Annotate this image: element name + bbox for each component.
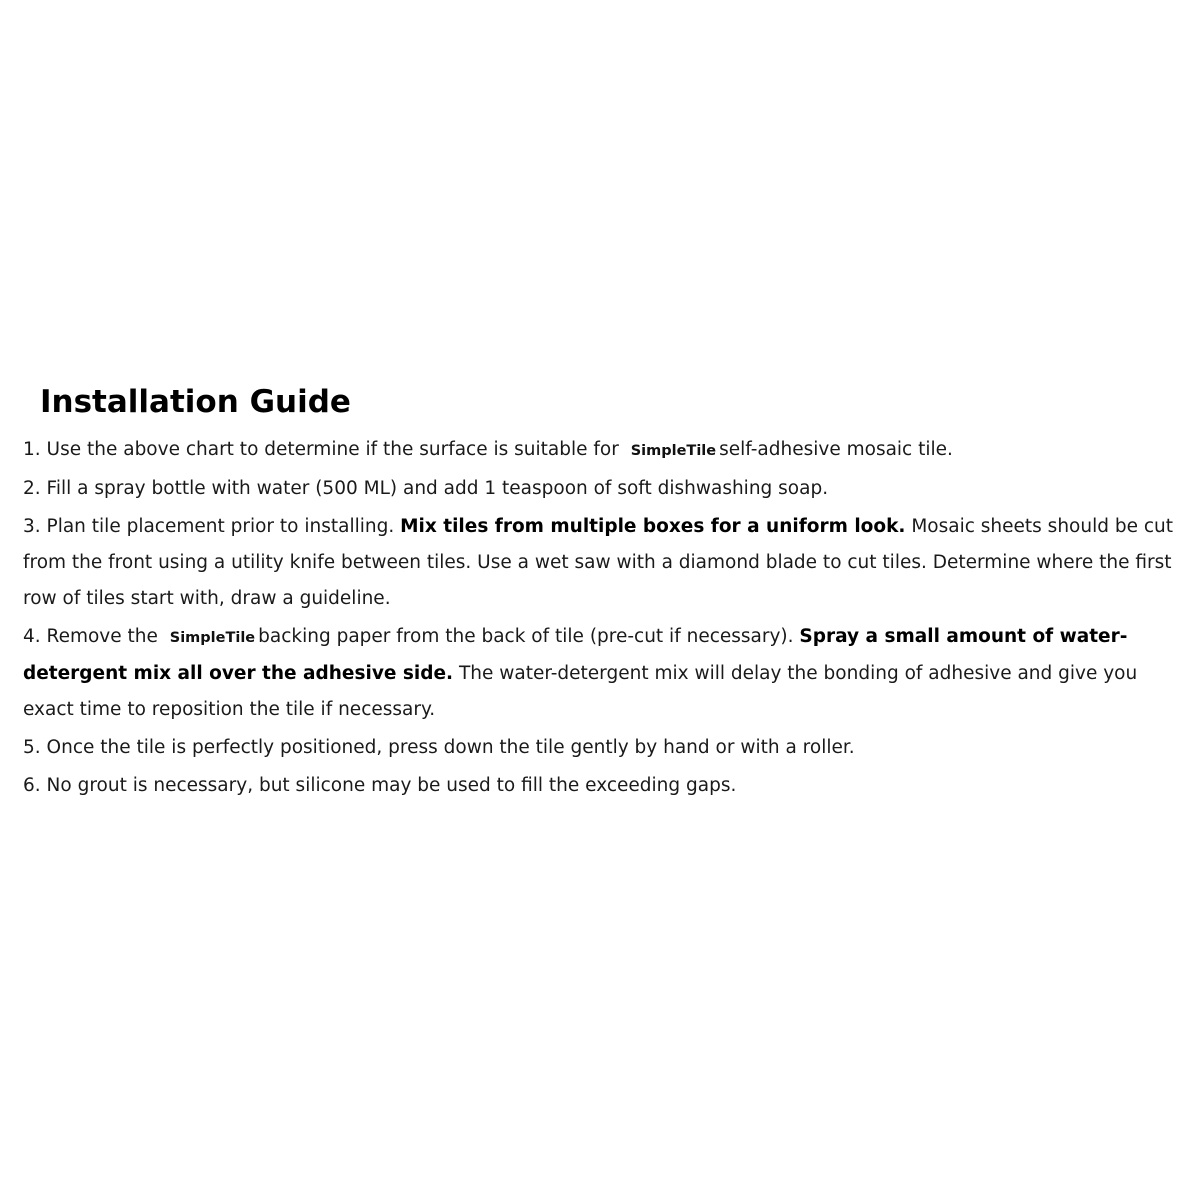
- step-number: 4.: [23, 626, 41, 647]
- step-text: backing paper from the back of tile (pre-cut if necessary).: [258, 626, 794, 647]
- step-number: 2.: [23, 478, 41, 499]
- step-1: [23, 432, 1173, 469]
- step-number: 1.: [23, 439, 41, 460]
- step-text: Fill a spray bottle with water (500 ML) and add 1 teaspoon of soft dishwashing soap.: [46, 478, 829, 499]
- step-emphasis: Spray a small amount of water-detergent mix all over the adhesive side.: [23, 626, 1128, 684]
- step-text: Use the above chart to determine if the surface is suitable for: [46, 439, 619, 460]
- step-6: [23, 768, 1173, 804]
- step-text: No grout is necessary, but silicone may be used to fill the exceeding gaps.: [46, 775, 737, 796]
- step-4: [23, 619, 1173, 728]
- brand-name: SimpleTile: [169, 630, 256, 646]
- step-text: Remove the: [46, 626, 158, 647]
- step-text: self-adhesive mosaic tile.: [719, 439, 953, 460]
- step-3: [23, 509, 1173, 617]
- instruction-list: [23, 432, 1173, 806]
- step-text: Mosaic sheets should be cut from the front using a utility knife between tiles. Use a wet saw with a diamond blade to cut tiles. Determine where the first row of tiles start with, draw a guideline.: [23, 516, 1174, 609]
- step-number: 3.: [23, 516, 41, 537]
- guide-title: Installation Guide: [40, 384, 351, 420]
- brand-name: SimpleTile: [630, 443, 717, 459]
- step-number: 6.: [23, 775, 41, 796]
- step-text: The water-detergent mix will delay the bonding of adhesive and give you exact time to reposition the tile if necessary.: [23, 663, 1138, 720]
- step-text: Once the tile is perfectly positioned, press down the tile gently by hand or with a roller.: [46, 737, 855, 758]
- step-5: [23, 730, 1173, 766]
- step-emphasis: Mix tiles from multiple boxes for a uniform look.: [400, 516, 906, 537]
- step-text: Plan tile placement prior to installing.: [46, 516, 395, 537]
- step-2: [23, 471, 1173, 507]
- step-number: 5.: [23, 737, 41, 758]
